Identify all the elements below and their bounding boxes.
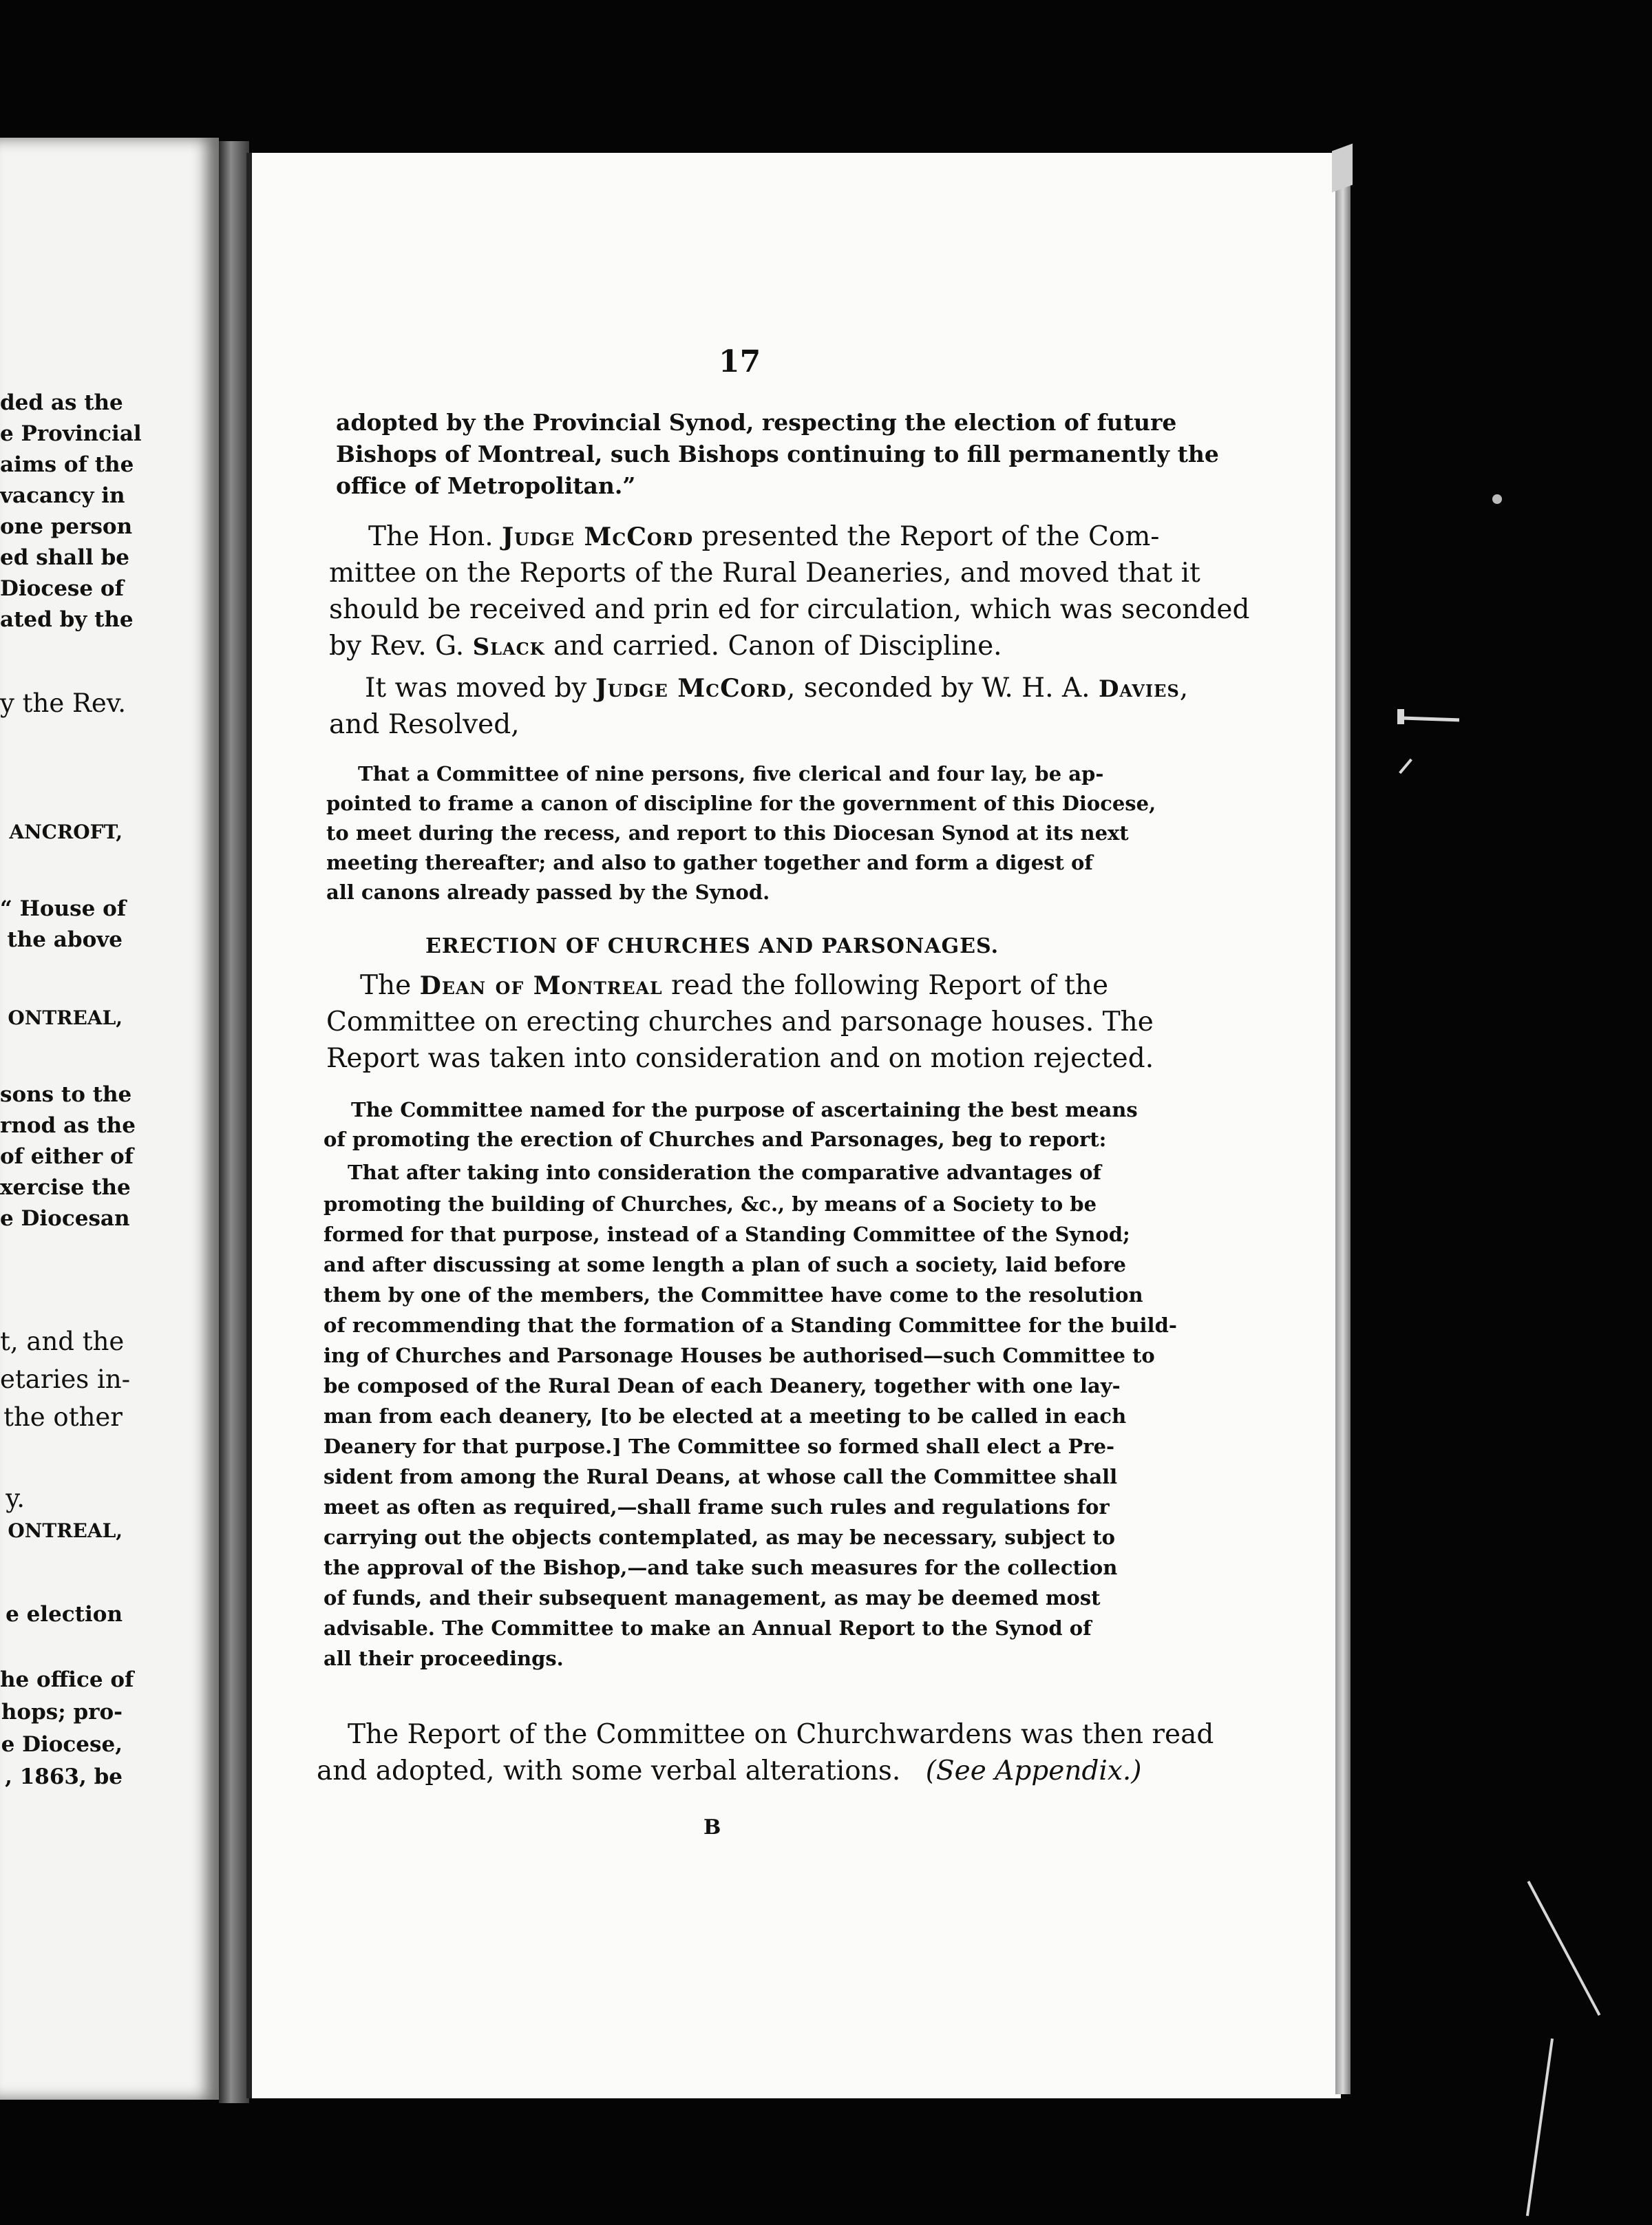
- resolution-line: pointed to frame a canon of discipline for the government of this Diocese,: [326, 792, 1156, 815]
- report-line: sident from among the Rural Deans, at whose call the Committee shall: [324, 1465, 1118, 1488]
- dean-line-post: read the following Report of the: [671, 970, 1109, 1001]
- left-line: he office of: [0, 1667, 134, 1692]
- report-line: all their proceedings.: [324, 1647, 564, 1670]
- mccord-line: mittee on the Reports of the Rural Deaneries, and moved that it: [329, 558, 1200, 589]
- left-line: ONTREAL,: [8, 1006, 123, 1029]
- mccord-line-pre: by Rev. G.: [329, 631, 465, 662]
- resolution-line: That a Committee of nine persons, five clerical and four lay, be ap-: [358, 762, 1104, 785]
- left-line: hops; pro-: [1, 1700, 123, 1725]
- report-line: man from each deanery, [to be elected at a meeting to be called in each: [324, 1404, 1127, 1428]
- left-line: aims of the: [0, 452, 134, 477]
- report-line: and after discussing at some length a plan of such a society, laid before: [324, 1253, 1126, 1276]
- left-line: sons to the: [0, 1082, 132, 1107]
- left-line: t, and the: [0, 1327, 125, 1356]
- report-line: of recommending that the formation of a Standing Committee for the build-: [324, 1314, 1177, 1337]
- left-line: vacancy in: [0, 483, 125, 508]
- left-line: one person: [0, 514, 133, 539]
- left-line: , 1863, be: [5, 1764, 123, 1789]
- scan-mark: [1492, 494, 1502, 504]
- left-line: xercise the: [0, 1175, 131, 1200]
- left-line: e Diocesan: [0, 1206, 130, 1231]
- report-line: of funds, and their subsequent management, as may be deemed most: [324, 1586, 1101, 1610]
- dean-line: [360, 972, 1108, 999]
- intro-line: office of Metropolitan.”: [336, 472, 636, 499]
- dean-line: Committee on erecting churches and parsonage houses. The: [326, 1006, 1154, 1037]
- report-line: Deanery for that purpose.] The Committee so formed shall elect a Pre-: [324, 1435, 1115, 1458]
- report-line: formed for that purpose, instead of a Standing Committee of the Synod;: [324, 1223, 1130, 1246]
- left-line: ded as the: [0, 390, 123, 415]
- mccord-line-pre: The Hon.: [368, 521, 494, 552]
- scan-mark: [1526, 2038, 1554, 2216]
- davies-name: Davies: [1098, 675, 1180, 703]
- report-line: ing of Churches and Parsonage Houses be authorised—such Committee to: [324, 1344, 1155, 1367]
- see-appendix: (See Appendix.): [925, 1755, 1142, 1786]
- resolution-line: meeting thereafter; and also to gather together and form a digest of: [326, 851, 1093, 874]
- report-line: carrying out the objects contemplated, as may be necessary, subject to: [324, 1526, 1115, 1549]
- scan-mark: [1404, 717, 1459, 722]
- scan-mark: [1397, 709, 1404, 724]
- section-heading: ERECTION OF CHURCHES AND PARSONAGES.: [425, 934, 999, 958]
- report-line: meet as often as required,—shall frame such rules and regulations for: [324, 1495, 1110, 1519]
- page-corner: [1332, 144, 1353, 193]
- mccord-line-post: presented the Report of the Com-: [701, 521, 1160, 552]
- dean-line-pre: The: [360, 970, 412, 1001]
- left-line: ANCROFT,: [9, 821, 123, 843]
- report-line: The Committee named for the purpose of ascertaining the best means: [351, 1098, 1138, 1121]
- report-line: of promoting the erection of Churches and Parsonages, beg to report:: [324, 1128, 1107, 1151]
- mccord-line: should be received and prin ed for circulation, which was seconded: [329, 594, 1250, 625]
- report-line: That after taking into consideration the comparative advantages of: [348, 1161, 1101, 1184]
- mccord-line: [329, 633, 1002, 660]
- report-line: promoting the building of Churches, &c., by means of a Society to be: [324, 1192, 1097, 1216]
- report-line: them by one of the members, the Committee have come to the resolution: [324, 1283, 1143, 1307]
- left-line: “ House of: [0, 896, 127, 921]
- left-line: the above: [7, 927, 123, 952]
- report-line: be composed of the Rural Dean of each Deanery, together with one lay-: [324, 1374, 1121, 1398]
- closing-line-pre: and adopted, with some verbal alterations.: [317, 1755, 901, 1786]
- moved-line-mid: , seconded by W. H. A.: [786, 673, 1090, 704]
- report-line: advisable. The Committee to make an Annual Report to the Synod of: [324, 1616, 1092, 1640]
- left-line: the other: [3, 1402, 123, 1432]
- dean-of-montreal: Dean of Montreal: [419, 971, 663, 1000]
- left-line: ONTREAL,: [8, 1519, 123, 1542]
- intro-line: Bishops of Montreal, such Bishops continuing to fill permanently the: [336, 441, 1219, 467]
- left-line: e Diocese,: [1, 1732, 123, 1757]
- judge-mccord-name: Judge McCord: [502, 523, 694, 551]
- left-line: of either of: [0, 1144, 134, 1169]
- moved-line-post: ,: [1179, 673, 1189, 704]
- report-line: the approval of the Bishop,—and take such measures for the collection: [324, 1556, 1118, 1579]
- page-edge: [1335, 153, 1351, 2094]
- left-line: ated by the: [0, 607, 134, 632]
- moved-line-pre: It was moved by: [365, 673, 587, 704]
- moved-line: [365, 675, 1188, 702]
- judge-mccord-name: Judge McCord: [595, 674, 787, 703]
- intro-line: adopted by the Provincial Synod, respecting the election of future: [336, 409, 1177, 436]
- scan-mark: [1399, 759, 1412, 774]
- resolution-line: to meet during the recess, and report to this Diocesan Synod at its next: [326, 821, 1129, 845]
- left-line: ed shall be: [0, 545, 130, 570]
- left-line: e election: [6, 1602, 123, 1627]
- slack-name: Slack: [472, 633, 545, 661]
- page-number: 17: [719, 344, 761, 379]
- left-line: etaries in-: [0, 1364, 131, 1394]
- signature-mark: B: [703, 1815, 721, 1839]
- left-line: y.: [6, 1484, 25, 1513]
- left-line: Diocese of: [0, 576, 124, 601]
- resolution-line: all canons already passed by the Synod.: [326, 880, 770, 904]
- left-line: e Provincial: [0, 421, 142, 446]
- book-gutter: [219, 141, 249, 2103]
- moved-line: and Resolved,: [329, 709, 520, 740]
- closing-line: [317, 1755, 1142, 1786]
- mccord-line: [368, 523, 1159, 550]
- closing-line: The Report of the Committee on Churchwardens was then read: [348, 1719, 1214, 1750]
- mccord-line-post: and carried. Canon of Discipline.: [553, 631, 1002, 662]
- scan-mark: [1527, 1881, 1601, 2016]
- dean-line: Report was taken into consideration and on motion rejected.: [326, 1043, 1154, 1074]
- left-line: y the Rev.: [0, 688, 127, 718]
- left-line: rnod as the: [0, 1113, 136, 1138]
